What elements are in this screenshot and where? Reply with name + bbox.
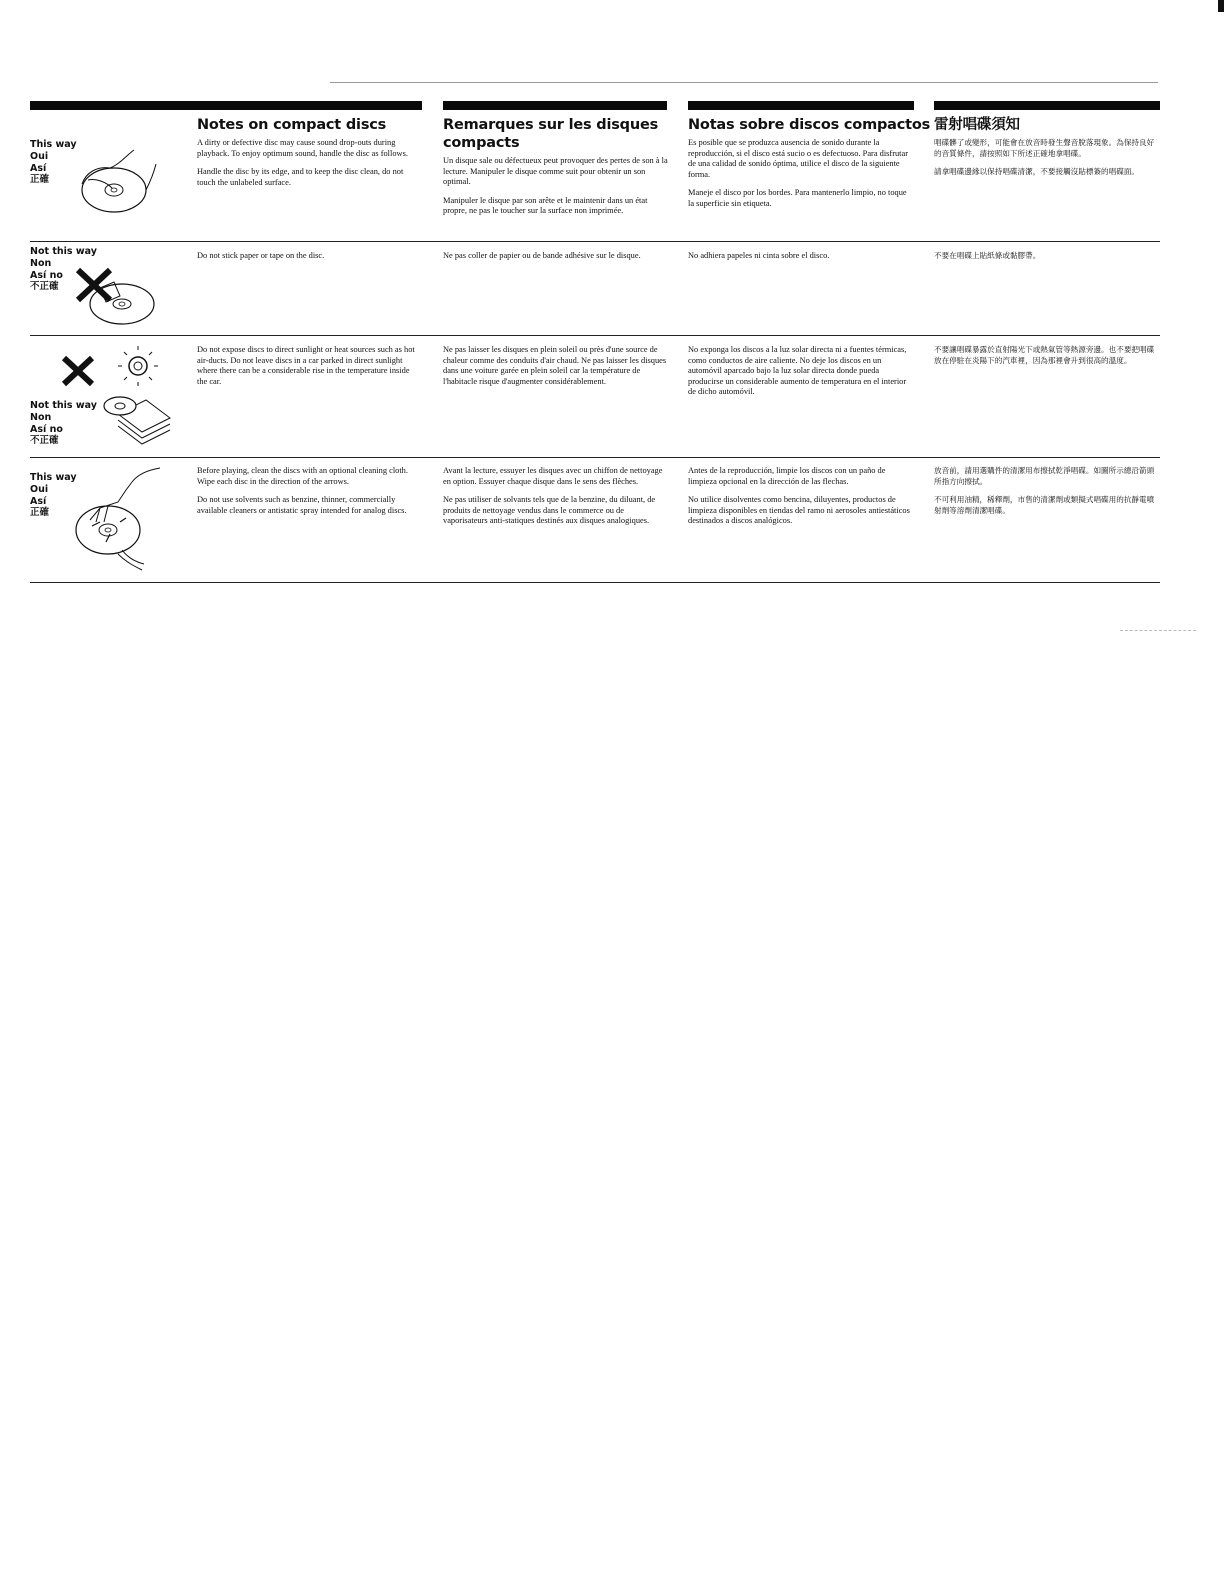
label-text: 正確: [30, 507, 50, 519]
paragraph: 請拿唱碟邊緣以保持唱碟清潔，不要接觸沒貼標簽的唱碟面。: [934, 167, 1140, 177]
paragraph: Maneje el disco por los bordes. Para mantenerlo limpio, no toque la superficie sin etiqueta.: [688, 188, 907, 208]
label-text: Así: [30, 495, 47, 507]
top-trim-line: [330, 82, 1158, 83]
heading-zh: 雷射唱碟須知: [934, 117, 1020, 133]
paragraph: Un disque sale ou défectueux peut provoquer des pertes de son à la lecture. Manipuler le disque comme suit pour obtenir un son optimal.: [443, 156, 668, 187]
label-text: Not this way: [30, 246, 97, 257]
bottom-rule: [30, 582, 1160, 583]
paragraph: Manipuler le disque par son arête et le maintenir dans un état propre, ne pas le toucher sur la surface non imprimée.: [443, 195, 648, 216]
row4-zh: [934, 466, 1159, 524]
cleaning-disc-illustration: [70, 462, 180, 574]
row3-zh: 不要讓唱碟暴露於直射陽光下或熱氣管等熱源旁邊。也不要把唱碟放在停駐在炎陽下的汽車裡，因為那裡會升到很高的溫度。: [934, 345, 1155, 365]
paragraph: Avant la lecture, essuyer les disques avec un chiffon de nettoyage en option. Essuyer chaque disque dans le sens des flèches.: [443, 466, 663, 486]
paragraph: Antes de la reproducción, limpie los discos con un paño de limpieza opcional en la dirección de las flechas.: [688, 466, 886, 486]
row2-zh: 不要在唱碟上貼紙條或黏膠帶。: [934, 251, 1041, 260]
label-text: Oui: [30, 150, 49, 162]
label-text: Así: [30, 162, 47, 174]
row2-es: No adhiera papeles ni cinta sobre el disco.: [688, 251, 830, 260]
paragraph: Do not use solvents such as benzine, thinner, commercially available cleaners or antistatic spray intended for analog discs.: [197, 495, 407, 515]
trim-line-right: [1120, 630, 1196, 631]
paragraph: 不可利用油精，稀釋劑，市售的清潔劑或類擬式唱碟用的抗靜電噴射劑等溶劑清潔唱碟。: [934, 495, 1155, 515]
label-text: Not this way: [30, 400, 97, 411]
paragraph: Handle the disc by its edge, and to keep the disc clean, do not touch the unlabeled surface.: [197, 167, 404, 187]
label-text: Así no: [30, 269, 63, 281]
row4-fr: [443, 466, 668, 535]
paragraph: No utilice disolventes como bencina, diluyentes, productos de limpieza disponibles en tiendas del ramo ni aerosoles antiestáticos destinados a discos analógicos.: [688, 495, 910, 526]
row-divider-2: [30, 335, 1160, 336]
label-text: Non: [30, 411, 52, 423]
label-text: 不正確: [30, 435, 59, 447]
heading-fr-line1: Remarques sur les disques: [443, 117, 659, 133]
header-bar-en: [30, 101, 422, 110]
heading-en: Notes on compact discs: [197, 117, 387, 133]
label-text: Así no: [30, 423, 63, 435]
row-divider-1: [30, 241, 1160, 242]
row4-es: [688, 466, 910, 535]
header-bar-fr: [443, 101, 667, 110]
row-divider-3: [30, 457, 1160, 458]
row1-en: [197, 138, 419, 196]
row1-es: [688, 138, 910, 218]
label-text: 不正確: [30, 281, 59, 293]
header-bar-zh: [934, 101, 1160, 110]
row3-es: No exponga los discos a la luz solar directa ni a fuentes térmicas, como conductos de aire caliente. No deje los discos en un automóvil aparcado bajo la luz solar directa donde pueda producirse un considerable aumento de temperatura en el interior de dicho automóvil.: [688, 345, 907, 397]
paragraph: Ne pas utiliser de solvants tels que de la benzine, du diluant, de produits de nettoyage vendus dans le commerce ou de vaporisateurs anti-statiques destinés aux disques analogiques.: [443, 495, 656, 526]
header-bar-es: [688, 101, 914, 110]
label-text: 正確: [30, 174, 50, 186]
row2-en: Do not stick paper or tape on the disc.: [197, 251, 325, 260]
row3-fr: Ne pas laisser les disques en plein soleil ou près d'une source de chaleur comme des conduits d'air chaud. Ne pas laisser les disques dans une voiture garée en plein soleil car la température de l'habitacle risque d'augmenter considérablement.: [443, 345, 667, 386]
disc-with-tape-illustration: [72, 266, 162, 330]
paragraph: A dirty or defective disc may cause sound drop-outs during playback. To enjoy optimum sound, handle the disc as follows.: [197, 138, 408, 158]
hand-holding-disc-illustration: [76, 142, 166, 220]
label-row1: [30, 139, 77, 186]
paragraph: Es posible que se produzca ausencia de sonido durante la reproducción, si el disco está sucio o es defectuoso. Para disfrutar de una calidad de sonido óptima, utilice el disco de la siguiente forma.: [688, 138, 909, 179]
paragraph: 放音前，請用選購件的清潔用布擦拭乾淨唱碟。如圖所示總沿箭頭所指方向擦拭。: [934, 466, 1155, 486]
row2-fr: Ne pas coller de papier ou de bande adhésive sur le disque.: [443, 251, 641, 260]
label-text: Non: [30, 257, 52, 269]
heading-fr-line2: compacts: [443, 135, 520, 151]
registration-mark: [1218, 0, 1224, 12]
label-row3: [30, 400, 97, 447]
label-text: This way: [30, 472, 77, 483]
row3-en: Do not expose discs to direct sunlight or heat sources such as hot air-ducts. Do not leave discs in a car parked in direct sunlight where there can be a considerable rise in the temperature inside the car.: [197, 345, 415, 386]
paragraph: 唱碟髒了或變形，可能會在放音時發生聲音脫落現象。為保持良好的音質條件，請按照如下所述正確地拿唱碟。: [934, 138, 1155, 158]
paragraph: Before playing, clean the discs with an optional cleaning cloth. Wipe each disc in the direction of the arrows.: [197, 466, 408, 486]
row1-fr: [443, 156, 668, 225]
label-text: This way: [30, 139, 77, 150]
heading-es: Notas sobre discos compactos: [688, 117, 931, 133]
label-text: Oui: [30, 483, 49, 495]
heading-fr: [443, 116, 658, 152]
row4-en: [197, 466, 419, 524]
row1-zh: [934, 138, 1159, 186]
